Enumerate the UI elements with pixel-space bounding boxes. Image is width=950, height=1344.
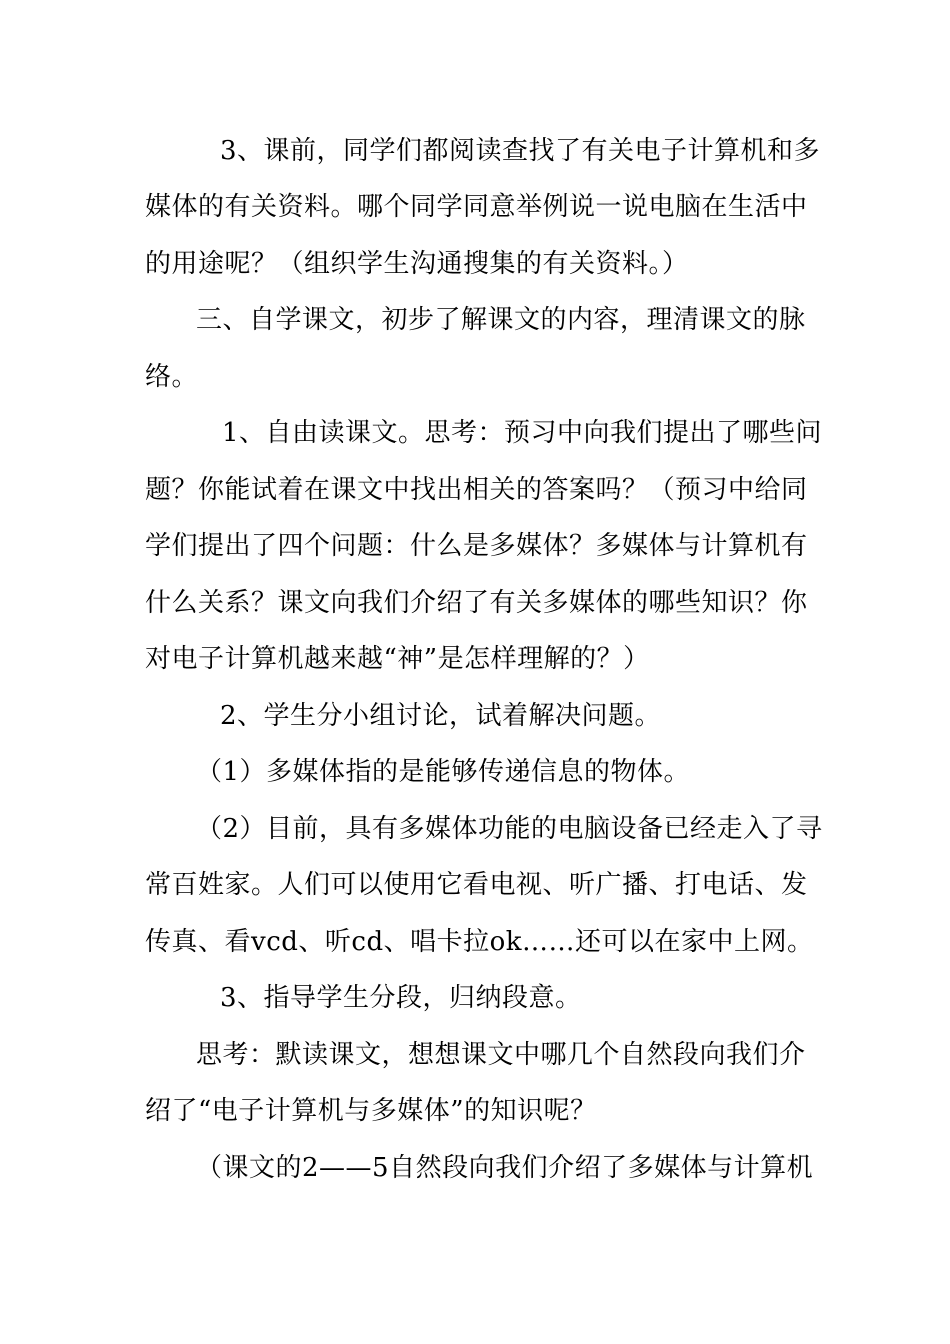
text-line: （2）目前，具有多媒体功能的电脑设备已经走入了寻 <box>196 814 823 844</box>
text-line: 1、自由读课文。思考：预习中向我们提出了哪些问 <box>222 418 823 448</box>
text-line: 媒体的有关资料。哪个同学同意举例说一说电脑在生活中 <box>145 192 808 222</box>
text-line: 3、指导学生分段，归纳段意。 <box>220 983 582 1013</box>
text-line: 传真、看vcd、听cd、唱卡拉ok……还可以在家中上网。 <box>145 927 814 957</box>
text-line: 题？你能试着在课文中找出相关的答案吗？（预习中给同 <box>145 475 808 505</box>
text-line: 的用途呢？（组织学生沟通搜集的有关资料。） <box>145 249 689 279</box>
text-line: 对电子计算机越来越“神”是怎样理解的？） <box>145 644 650 674</box>
text-line: 2、学生分小组讨论，试着解决问题。 <box>220 701 662 731</box>
text-line: 常百姓家。人们可以使用它看电视、听广播、打电话、发 <box>145 870 808 900</box>
text-line: （1）多媒体指的是能够传递信息的物体。 <box>196 757 691 787</box>
text-line: 学们提出了四个问题：什么是多媒体？多媒体与计算机有 <box>145 531 808 561</box>
text-line: 什么关系？课文向我们介绍了有关多媒体的哪些知识？你 <box>145 588 808 618</box>
text-line: 绍了“电子计算机与多媒体”的知识呢？ <box>145 1096 597 1126</box>
text-line: （课文的2——5自然段向我们介绍了多媒体与计算机 <box>196 1153 814 1183</box>
text-line: 络。 <box>145 362 199 392</box>
section-heading: 三、自学课文，初步了解课文的内容，理清课文的脉 <box>196 305 806 335</box>
text-line: 思考：默读课文，想想课文中哪几个自然段向我们介 <box>196 1040 806 1070</box>
text-line: 3、课前，同学们都阅读查找了有关电子计算机和多 <box>220 136 821 166</box>
